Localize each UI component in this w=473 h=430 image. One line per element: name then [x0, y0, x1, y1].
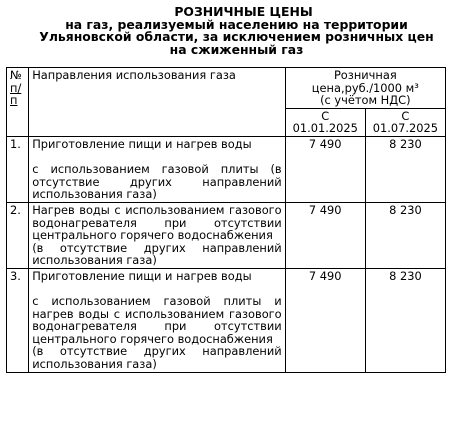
header-direction: Направления использования газа: [29, 68, 285, 137]
row-price-jul: 8 230: [365, 136, 445, 202]
row-number: 3.: [7, 268, 29, 372]
header-date-2-value: 01.07.2025: [372, 121, 439, 136]
row-price-jul: 8 230: [365, 202, 445, 268]
row-direction: [29, 202, 285, 268]
header-price: [285, 68, 445, 109]
row-price-jan: 7 490: [285, 202, 365, 268]
header-number: [7, 68, 29, 137]
row-number: 1.: [7, 136, 29, 202]
row-direction-rest: с использованием газовой плиты (в отсутствие других направлений использования газа): [32, 162, 282, 202]
header-date-2: [365, 108, 445, 136]
row-direction-first: Приготовление пищи и нагрев воды: [32, 268, 252, 283]
title-line-4: на сжиженный газ: [169, 41, 304, 57]
header-price-line-2: цена,руб./1000 м³: [311, 80, 419, 95]
row-number: 2.: [7, 202, 29, 268]
row-direction: [29, 268, 285, 372]
table-row: [7, 136, 446, 202]
header-number-line-3: п: [10, 93, 18, 108]
header-date-1: [285, 108, 365, 136]
header-price-line-1: Розничная: [333, 68, 397, 82]
row-direction-first: Нагрев воды с использованием газового водонагревателя при отсутствии центрального горячего водоснабжения: [32, 202, 282, 243]
header-number-line-2: п/: [10, 80, 22, 95]
title-line-1: РОЗНИЧНЫЕ ЦЕНЫ: [174, 4, 313, 19]
table-row: [7, 202, 446, 268]
row-price-jul: 8 230: [365, 268, 445, 372]
title-line-3: Ульяновской области, за исключением розничных цен: [39, 29, 434, 45]
header-date-1-value: 01.01.2025: [292, 121, 358, 136]
row-direction-rest-2: (в отсутствие других направлений использования газа): [32, 344, 282, 372]
header-row: [7, 68, 446, 109]
title-line-2: на газ, реализуемый населению на территории: [65, 16, 408, 32]
header-number-line-1: №: [10, 68, 22, 82]
document-title: [0, 6, 473, 56]
header-date-1-prefix: С: [321, 108, 330, 123]
header-price-line-3: (с учётом НДС): [320, 93, 411, 108]
header-date-2-prefix: С: [401, 108, 410, 123]
row-direction: [29, 136, 285, 202]
table-row: [7, 268, 446, 372]
price-table: [6, 67, 446, 373]
row-direction-first: Приготовление пищи и нагрев воды: [32, 136, 252, 151]
row-direction-rest: с использованием газовой плиты и нагрев воды с использованием газового водонагревателя при отсутствии центрального горячего водоснабжения: [32, 294, 282, 346]
row-price-jan: 7 490: [285, 268, 365, 372]
row-direction-rest: (в отсутствие других направлений использования газа): [32, 240, 282, 268]
row-price-jan: 7 490: [285, 136, 365, 202]
